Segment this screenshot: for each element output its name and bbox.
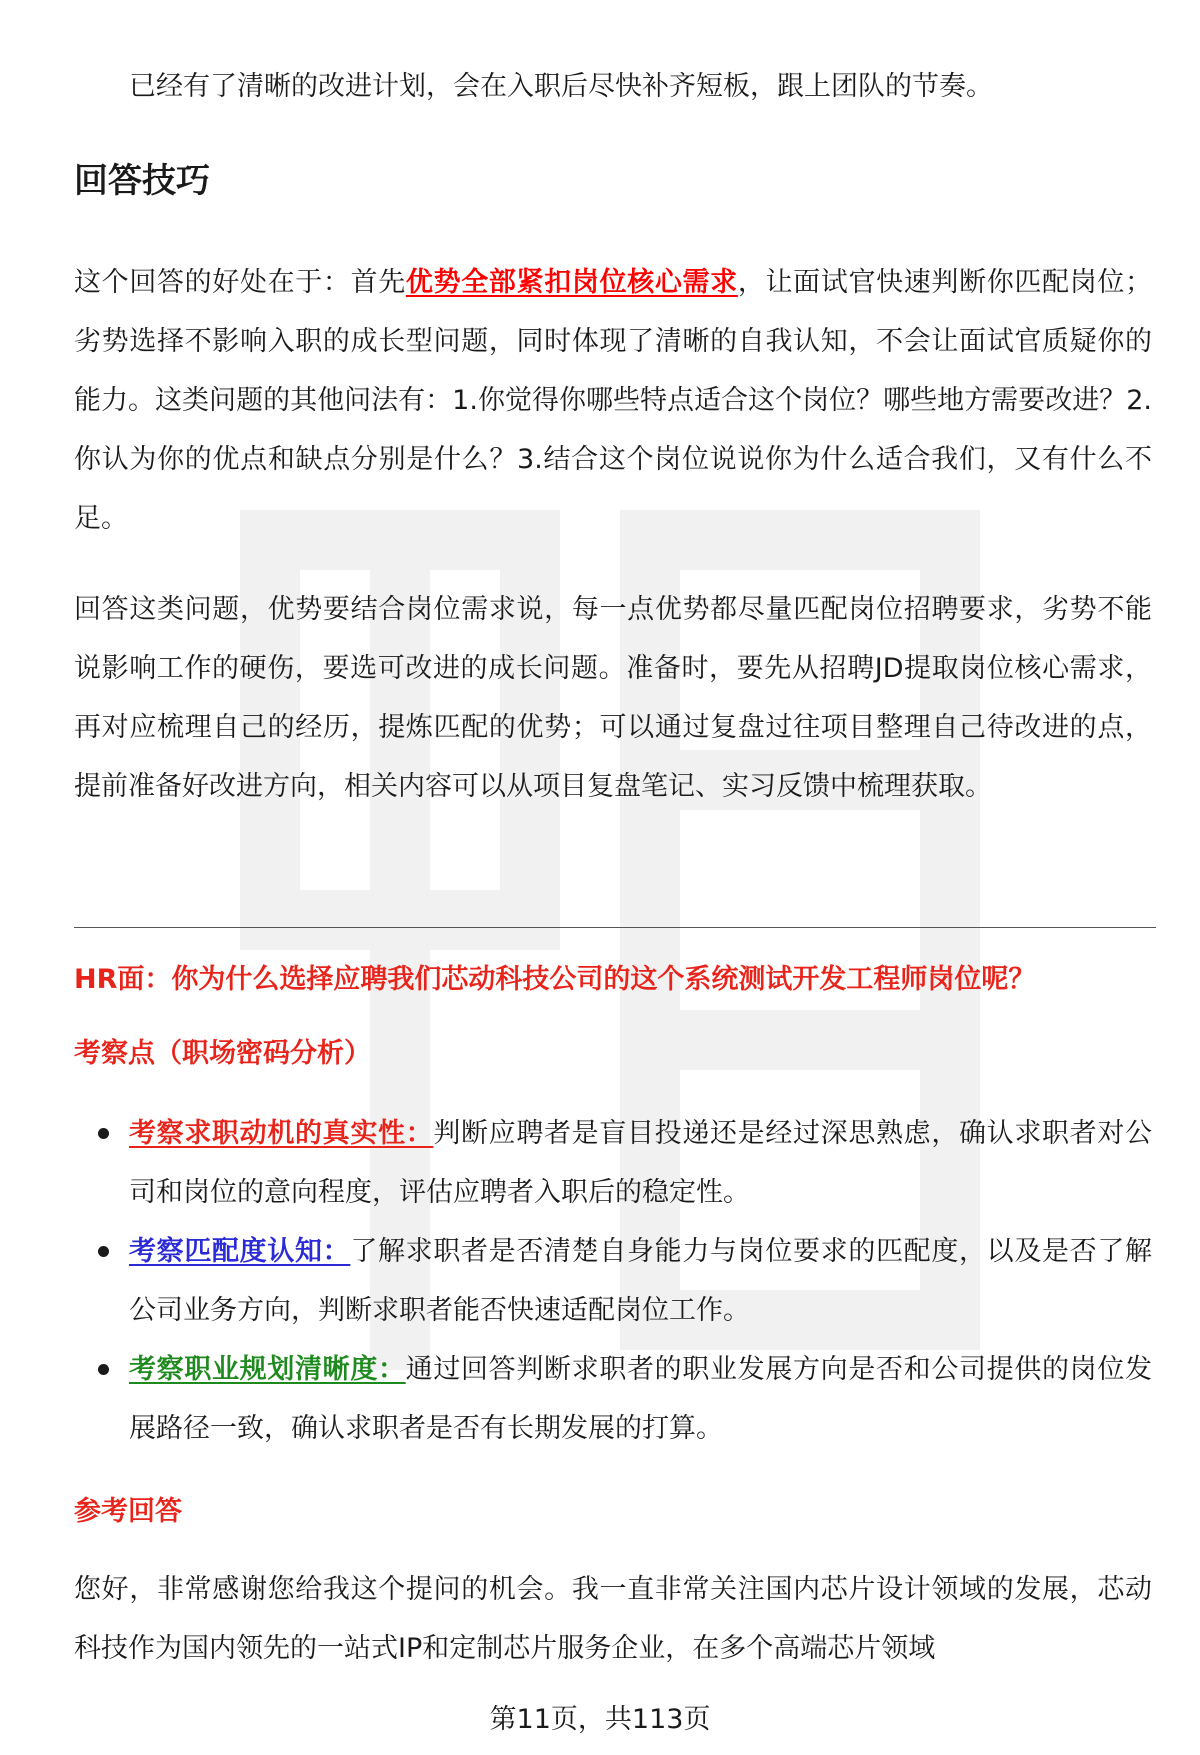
page-number-footer: 第11页，共113页 (489, 1704, 711, 1735)
tips-paragraph (74, 253, 1152, 548)
answer-strategy-paragraph: 回答这类问题，优势要结合岗位需求说，每一点优势都尽量匹配岗位招聘要求，劣势不能说影响工作的硬伤，要选可改进的成长问题。准备时，要先从招聘JD提取岗位核心需求，再对应梳理自己的经历，提炼匹配的优势；可以通过复盘过往项目整理自己待改进的点，提前准备好改进方向，相关内容可以从项目复盘笔记、实习反馈中梳理获取。 (74, 594, 1152, 802)
point-text: 判断应聘者是盲目投递还是经过深思熟虑，确认求职者对公司和岗位的意向程度，评估应聘者入职后的稳定性。 (129, 1118, 1153, 1208)
tips-heading: 回答技巧 (74, 161, 210, 201)
hr-question-heading: HR面：你为什么选择应聘我们芯动科技公司的这个系统测试开发工程师岗位呢？ (74, 964, 1036, 995)
assessment-points-list (74, 1104, 1152, 1458)
list-item (74, 1104, 1152, 1222)
list-item (74, 1340, 1152, 1458)
intro-paragraph: 已经有了清晰的改进计划，会在入职后尽快补齐短板，跟上团队的节奏。 (129, 71, 993, 102)
reference-answer-paragraph: 您好，非常感谢您给我这个提问的机会。我一直非常关注国内芯片设计领域的发展，芯动科技作为国内领先的一站式IP和定制芯片服务企业，在多个高端芯片领域 (74, 1574, 1152, 1664)
point-label: 考察求职动机的真实性： (129, 1118, 434, 1149)
list-item (74, 1222, 1152, 1340)
point-text: 了解求职者是否清楚自身能力与岗位要求的匹配度，以及是否了解公司业务方向，判断求职者能否快速适配岗位工作。 (129, 1236, 1153, 1326)
tips-paragraph-rest: ，让面试官快速判断你匹配岗位；劣势选择不影响入职的成长型问题，同时体现了清晰的自我认知，不会让面试官质疑你的能力。这类问题的其他问法有：1.你觉得你哪些特点适合这个岗位？哪些地方需要改进？2.你认为你的优点和缺点分别是什么？3.结合这个岗位说说你为什么适合我们，又有什么不足。 (74, 267, 1153, 534)
section-divider (74, 927, 1156, 928)
point-label: 考察职业规划清晰度： (129, 1354, 406, 1385)
tips-highlight: 优势全部紧扣岗位核心需求 (405, 267, 738, 298)
bullet-icon (98, 1364, 109, 1375)
assessment-heading: 考察点（职场密码分析） (74, 1038, 371, 1069)
bullet-icon (98, 1128, 109, 1139)
bullet-icon (98, 1246, 109, 1257)
reference-answer-heading: 参考回答 (74, 1496, 182, 1527)
point-text: 通过回答判断求职者的职业发展方向是否和公司提供的岗位发展路径一致，确认求职者是否有长期发展的打算。 (129, 1354, 1153, 1444)
point-label: 考察匹配度认知： (129, 1236, 351, 1267)
tips-paragraph-prefix: 这个回答的好处在于：首先 (74, 267, 406, 298)
